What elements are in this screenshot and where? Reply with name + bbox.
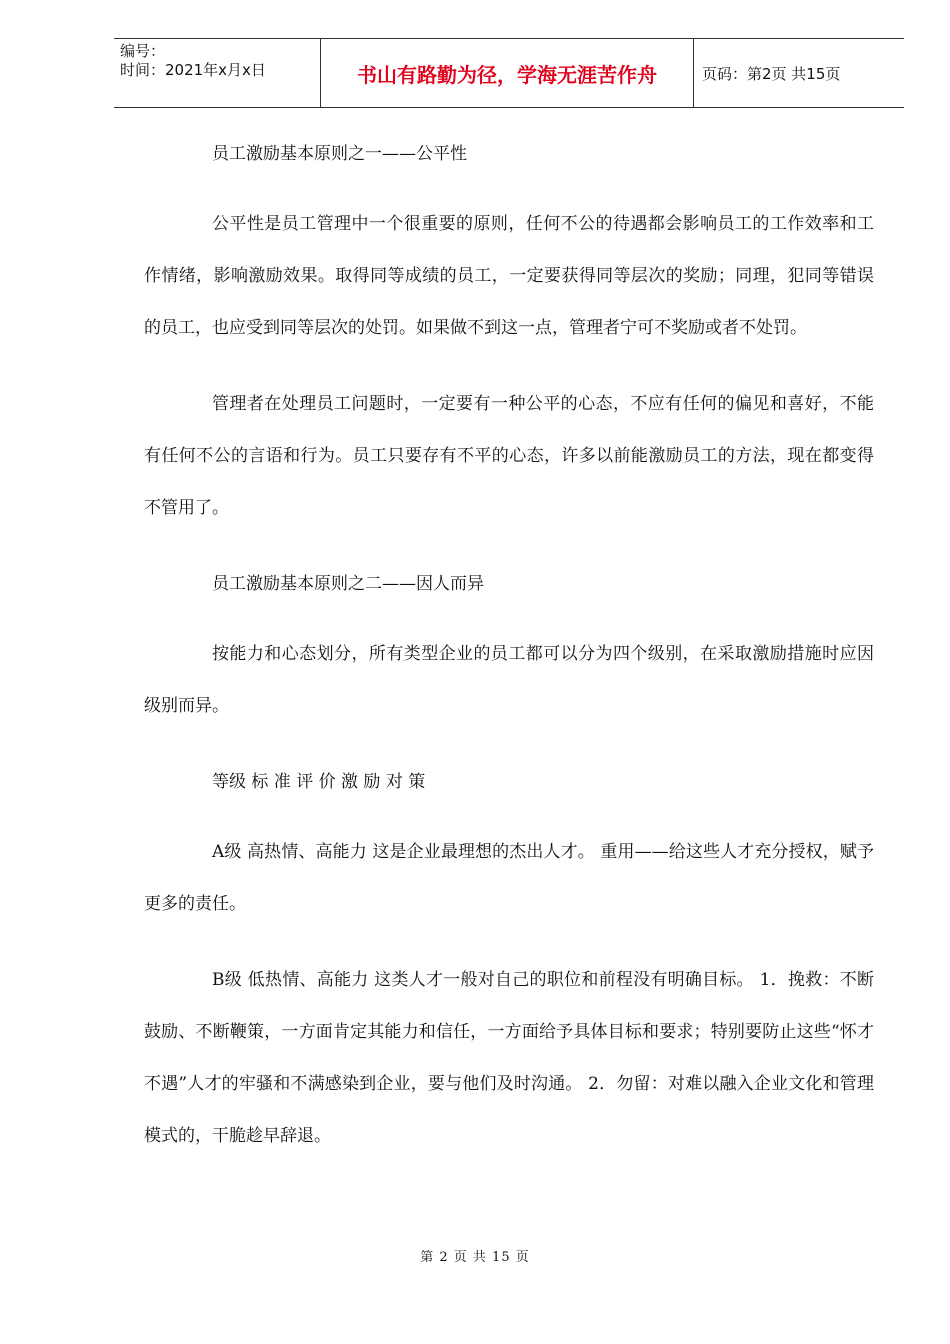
number-label: 编号： xyxy=(120,42,166,60)
grade-a: A级 高热情、高能力 这是企业最理想的杰出人才。 重用——给这些人才充分授权，赋予更多的责任。 xyxy=(144,842,874,914)
header-page-info: 页码：第2页 共15页 xyxy=(702,64,841,83)
grade-table-header: 等级 标 准 评 价 激 励 对 策 xyxy=(212,772,426,792)
page-footer: 第 2 页 共 15 页 xyxy=(420,1250,530,1265)
time-label: 时间：2021年x月x日 xyxy=(120,61,266,79)
section-heading-1: 员工激励基本原则之一——公平性 xyxy=(212,144,467,164)
grade-b: B级 低热情、高能力 这类人才一般对自己的职位和前程没有明确目标。 1．挽救：不断鼓励、不断鞭策，一方面肯定其能力和信任，一方面给予具体目标和要求；特别要防止这些“怀才不遇”人才的牢骚和不满感染到企业，要与他们及时沟通。 2．勿留：对难以融入企业文化和管理模式的，干脆趁早辞退。 xyxy=(144,970,874,1146)
paragraph-fairness: 公平性是员工管理中一个很重要的原则，任何不公的待遇都会影响员工的工作效率和工作情绪，影响激励效果。取得同等成绩的员工，一定要获得同等层次的奖励；同理，犯同等错误的员工，也应受到同等层次的处罚。如果做不到这一点，管理者宁可不奖励或者不处罚。 xyxy=(144,214,874,338)
paragraph-manager-attitude: 管理者在处理员工问题时，一定要有一种公平的心态，不应有任何的偏见和喜好，不能有任何不公的言语和行为。员工只要存有不平的心态，许多以前能激励员工的方法，现在都变得不管用了。 xyxy=(144,394,874,518)
section-heading-2: 员工激励基本原则之二——因人而异 xyxy=(212,574,484,594)
document-body xyxy=(144,128,874,1186)
paragraph-four-levels: 按能力和心态划分，所有类型企业的员工都可以分为四个级别，在采取激励措施时应因级别而异。 xyxy=(144,644,874,716)
document-header xyxy=(114,38,904,108)
header-motto: 书山有路勤为径，学海无涯苦作舟 xyxy=(321,39,694,107)
header-meta xyxy=(114,39,321,107)
